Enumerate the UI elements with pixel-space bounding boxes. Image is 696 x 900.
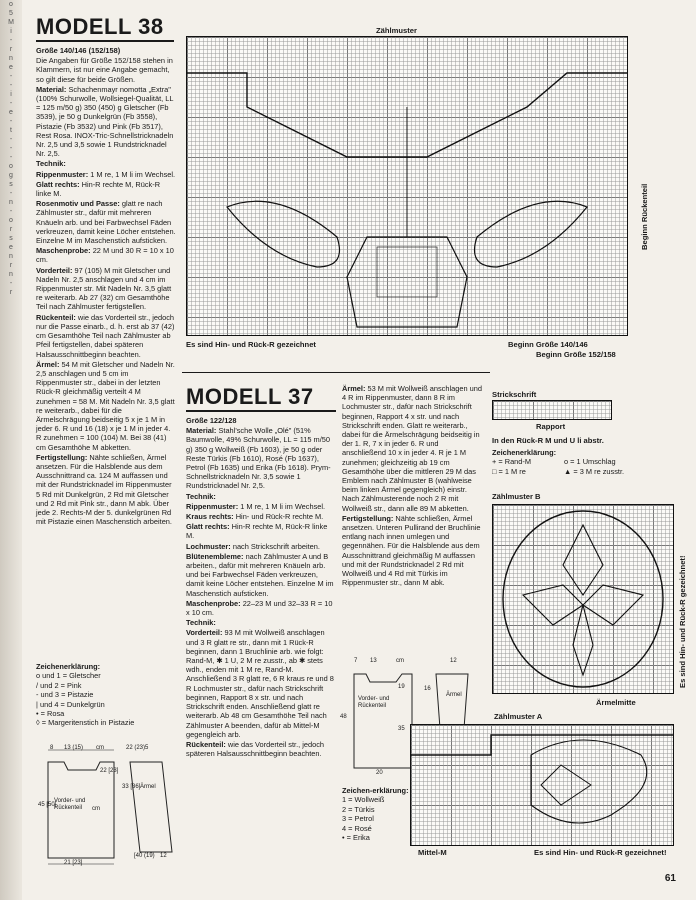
vorder-label: Vorderteil: bbox=[186, 628, 223, 638]
dim-label: 12 bbox=[160, 853, 167, 859]
blueten-text: nach Zählmuster A und B arbeiten., dafür mit mehreren Knäueln arb. und bei Farbwechsel Fäden verkreuzen, damit keine Löcher entstehen. Einzelne M im Maschenstich aufsticken. bbox=[186, 551, 334, 598]
rapport-label: Rapport bbox=[536, 422, 566, 431]
chart-title: Zählmuster bbox=[376, 26, 417, 35]
aermel-label: Ärmel: bbox=[36, 359, 60, 369]
strickschrift-note: In den Rück-R M und U li abstr. bbox=[492, 436, 604, 445]
rueck-text: wie das Vorderteil str., jedoch späteren Halsausschnittbeginn beachten. bbox=[186, 739, 325, 759]
legend-title: Zeichenerklärung: bbox=[492, 448, 557, 457]
legend-item: ◊ = Margeritenstich in Pistazie bbox=[36, 718, 135, 728]
dim-label: 19 bbox=[398, 684, 405, 690]
spine-letter: - bbox=[9, 280, 13, 287]
modell37-instructions-col1 bbox=[186, 416, 334, 759]
spine-letter: t bbox=[10, 127, 12, 134]
legend-item: • = Rosa bbox=[36, 709, 65, 719]
zaehlmuster-a-chart bbox=[410, 724, 674, 846]
spine-letter: r bbox=[9, 226, 13, 233]
dim-label: 13 bbox=[370, 658, 377, 664]
spine-letter: - bbox=[9, 154, 13, 161]
spine-letter: - bbox=[9, 100, 13, 107]
blueten-label: Blütenembleme: bbox=[186, 551, 244, 561]
sketch-aermel-label: Ärmel bbox=[446, 692, 462, 698]
spine-letter: M bbox=[8, 19, 14, 26]
spine-letter: s bbox=[9, 181, 13, 188]
modell38-schematic bbox=[34, 740, 180, 870]
flower-motif-a bbox=[411, 725, 673, 845]
material-text: Stahl'sche Wolle „Olé" (51% Baumwolle, 49% Schurwolle, LL = 115 m/50 g) 350 g Wollweiß (Fb 1603), je 50 g oder Reste Türkis (Fb 1610), Rosé (Fb 1637), Petrol (Fb 1635) und Erika (Fb 1618). Prym-Schnellstricknadeln Nr. 3,5 sowie 1 Rundstricknadel Nr. 2,5. bbox=[186, 426, 331, 491]
beginn-groesse-2: Beginn Größe 152/158 bbox=[536, 350, 616, 359]
sizes: Größe 140/146 (152/158) bbox=[36, 46, 121, 55]
modell37-title: MODELL 37 bbox=[186, 384, 314, 409]
spine-letter: - bbox=[9, 208, 13, 215]
spine-letter: - bbox=[9, 136, 13, 143]
flower-motif-b bbox=[493, 505, 673, 693]
rippen-text: 1 M re, 1 M li im Wechsel. bbox=[90, 169, 176, 179]
legend-item: 1 = Wollweiß bbox=[342, 795, 385, 805]
dim-label: cm bbox=[96, 745, 104, 751]
modell38-title: MODELL 38 bbox=[36, 14, 164, 39]
aermel-text: 54 M mit Gletscher und Nadeln Nr. 2,5 anschlagen und 5 cm im Rippenmuster str., dabei in der letzten Rück-R gleichmäßig verteilt 4 M zunehmen = 58 M. Mit Nadeln Nr. 3,5 glatt re weiterarb., dabei für die Ärmelschrägung beidseitig 5 x je 1 M in jeder 6. R und 16 (18) x je 1 M in jeder 4. R zunehmen = 100 (104) M. Bei 38 (41) cm Gesamthöhe M abketten. bbox=[36, 359, 175, 452]
modell37-instructions-col2 bbox=[342, 384, 484, 588]
dim-label: 20 bbox=[376, 770, 383, 776]
rosen-text: glatt re nach Zählmuster str., dafür mit mehreren Knäueln arb. und bei Farbwechsel Fäden verkreuzen, damit keine Löcher entstehen. Einzelne M im Maschenstich aufsticken. bbox=[36, 199, 176, 246]
glatt-label: Glatt rechts: bbox=[186, 522, 230, 532]
vorder-label: Vorderteil: bbox=[36, 265, 73, 275]
probe-label: Maschenprobe: bbox=[186, 598, 241, 608]
spine-letter: - bbox=[9, 73, 13, 80]
dim-label: [40 (19) bbox=[134, 853, 155, 859]
dim-label: cm bbox=[92, 806, 100, 812]
legend-item: o = 1 Umschlag bbox=[564, 457, 616, 467]
glatt-label: Glatt rechts: bbox=[36, 179, 80, 189]
legend-item: • = Erika bbox=[342, 833, 370, 843]
probe-text: 22–23 M und 32–33 R = 10 x 10 cm. bbox=[186, 598, 333, 618]
legend-item: | und 4 = Dunkelgrün bbox=[36, 699, 105, 709]
legend-item: - und 3 = Pistazie bbox=[36, 690, 94, 700]
glatt-text: Hin-R rechte M, Rück-R linke M. bbox=[186, 522, 328, 541]
dim-label: 13 (15) bbox=[64, 745, 84, 751]
fertig-text: Nähte schließen, Ärmel ansetzen. Für die Halsblende aus dem Ausschnittrand ca. 124 M auffassen und mit der Rundstricknadel im Rippenmuster 5 Rd mit Dunkelgrün, 2 Rd mit Gletscher und 2 Rd mit Pink str., dann M abk. Über jede 2. Rechts-M der 5. dunkelgrünen Rd mit Pistazie einen Maschenstich arbeiten. bbox=[36, 452, 172, 527]
spine-letter: - bbox=[9, 118, 13, 125]
material-label: Material: bbox=[186, 426, 217, 436]
strickschrift-title: Strickschrift bbox=[492, 390, 537, 399]
dim-label: 5 bbox=[145, 745, 149, 751]
rose-motif bbox=[187, 37, 627, 335]
page-spine bbox=[0, 0, 22, 900]
technik-label-2: Technik: bbox=[186, 618, 216, 628]
probe-label: Maschenprobe: bbox=[36, 246, 91, 256]
spine-letter: - bbox=[9, 82, 13, 89]
spine-letter: - bbox=[9, 37, 13, 44]
rippen-label: Rippenmuster: bbox=[186, 501, 239, 511]
dim-label: 7 bbox=[354, 658, 358, 664]
spine-letter: g bbox=[9, 172, 13, 179]
title-underline bbox=[186, 410, 336, 412]
aermel-label: Ärmel: bbox=[342, 384, 366, 393]
modell38-legend bbox=[36, 662, 176, 728]
legend-item: 4 = Rosé bbox=[342, 823, 372, 833]
mittel-m-label: Mittel-M bbox=[418, 848, 447, 857]
spine-letter: r bbox=[9, 289, 13, 296]
spine-letter: - bbox=[9, 145, 13, 152]
dim-label: 22 (23) bbox=[126, 745, 146, 751]
legend-title: Zeichenerklärung: bbox=[36, 662, 101, 671]
dim-label: 16 bbox=[424, 686, 431, 692]
spine-letter: o bbox=[9, 1, 13, 8]
rippen-text: 1 M re, 1 M li im Wechsel. bbox=[240, 501, 326, 511]
intro-text: Die Angaben für Größe 152/158 stehen in Klammern, ist nur eine Angabe gemacht, so gilt diese für beide Größen. bbox=[36, 56, 173, 84]
spine-letter: n bbox=[9, 271, 13, 278]
material-text: Schachenmayr nomotta „Extra" (100% Schurwolle, Wollsiegel-Qualität, LL = 125 m/50 g) 350 (450) g Gletscher (Fb 3539), je 50 g Dunkelgrün (Fb 3558), Pistazie (Fb 3532) und Pink (Fb 3517), Rest Rosa. INOX-Tric-Schnellstricknadeln Nr. 2,5 und 3,5 sowie 1 Rundstricknadel Nr. 2,5. bbox=[36, 84, 174, 159]
rueck-label: Rückenteil: bbox=[186, 739, 226, 749]
vorder-text: 93 M mit Wollweiß anschlagen und 3 R glatt re str., dann mit 1 Rück-R beginnen, dann 1 Bruchlinie arb. wie folgt: Rand-M, ✱ 1 U, 2 M re zusstr., ab ✱ stets wdh., enden mit 1 M re, Rand-M. Anschließend 3 R glatt re, 6 R kraus re und 8 R Lochmuster str., dafür nach Strickschrift beginnen, Rapport 8 x str. und nach Strickschrift enden. Anschließend glatt re weiterarb. Ab 48 cm Gesamthöhe Teil nach Zählmuster A beenden, dafür ab Mittel-M gegengleich arb. bbox=[186, 628, 334, 739]
spine-letter: i bbox=[10, 91, 12, 98]
legend-item: ▲ = 3 M re zusstr. bbox=[564, 466, 625, 476]
title-underline bbox=[36, 40, 174, 42]
vorder-text: 97 (105) M mit Gletscher und Nadeln Nr. 2,5 anschlagen und 4 cm im Rippenmuster str. Mit Nadeln Nr. 3,5 glatt re weiterarb. Ab 27 (32) cm Gesamthöhe Teil nach Zählmuster fertigstellen. bbox=[36, 265, 172, 312]
legend-item: □ = 1 M re bbox=[492, 466, 526, 476]
spine-letter: e bbox=[9, 109, 13, 116]
dim-label: 48 bbox=[340, 714, 347, 720]
dim-label: 45 [50] bbox=[38, 802, 57, 808]
strickschrift-legend bbox=[492, 448, 662, 476]
fertig-text: Nähte schließen, Ärmel ansetzen. Unteren Pullirand der Bruchlinie entlang nach innen umlegen und gegennähen. Für die Halsblende aus dem Ausschnittrand gleichmäßig M auffassen und mit der Rundstricknadel 2 Rd mit Wollweiß und 4 Rd mit Türkis im Rippenmuster str., dann M abk. bbox=[342, 513, 481, 588]
spine-letter: o bbox=[9, 163, 13, 170]
sketch-aermel-label: Ärmel bbox=[140, 784, 156, 790]
spine-letter: o bbox=[9, 217, 13, 224]
chartA-note: Es sind Hin- und Rück-R gezeichnet! bbox=[534, 848, 667, 857]
legend-item: o und 1 = Gletscher bbox=[36, 671, 101, 681]
spine-letter: e bbox=[9, 244, 13, 251]
chartB-title: Zählmuster B bbox=[492, 492, 541, 501]
strickschrift-chart bbox=[492, 400, 612, 420]
technik-label: Technik: bbox=[186, 491, 216, 501]
spine-letter: n bbox=[9, 55, 13, 62]
glatt-text: Hin-R rechte M, Rück-R linke M. bbox=[36, 179, 161, 199]
beginn-rueckenteil: Beginn Rückenteil bbox=[640, 183, 649, 250]
rueck-text: wie das Vorderteil str., jedoch nur die Passe einarb., d. h. erst ab 37 (42) cm Gesamthöhe Teil nach Zählmuster ab Pfeil fertigstellen, dabei späteren Halsausschnittbeginn beachten. bbox=[36, 312, 175, 359]
dim-label: 22 [23] bbox=[100, 768, 119, 774]
kraus-label: Kraus rechts: bbox=[186, 512, 234, 522]
aermel-text: 53 M mit Wollweiß anschlagen und 4 R im Rippenmuster, dann 8 R im Lochmuster str., dafür nach Strickschrift beginnen, Rapport 4 x str. und nach Strickschrift enden. Glatt re weiterarb., dabei für die Ärmelschrägung beidseitig in der 1. R, 7 x in jeder 6. R und anschließend 10 x in jeder 4. R je 1 M zunehmen; gleichzeitig ab 19 cm Gesamthöhe über die mittleren 29 M das Emblem nach Zählmuster B (wahlweise beim linken Ärmel gegengleich) einstr. Nach Zählmusterende noch 2 R mit Wollweiß str., dann alle 89 M abketten. bbox=[342, 384, 482, 513]
zaehlmuster-chart bbox=[186, 36, 628, 336]
legend-item: / und 2 = Pink bbox=[36, 680, 82, 690]
material-label: Material: bbox=[36, 84, 67, 94]
spine-letter: e bbox=[9, 64, 13, 71]
fertig-label: Fertigstellung: bbox=[36, 452, 88, 462]
dim-label: 8 bbox=[50, 745, 54, 751]
dim-label: cm bbox=[396, 658, 404, 664]
dim-label: 33 [36] bbox=[122, 784, 141, 790]
dim-label: 21 [23] bbox=[64, 860, 83, 866]
beginn-groesse-1: Beginn Größe 140/146 bbox=[508, 340, 588, 349]
rosen-label: Rosenmotiv und Passe: bbox=[36, 199, 120, 209]
kraus-text: Hin- und Rück-R rechte M. bbox=[235, 512, 324, 522]
chartA-title: Zählmuster A bbox=[494, 712, 543, 721]
sketch-vorder-label: Vorder- und Rückenteil bbox=[358, 696, 390, 709]
dim-label: 35 bbox=[398, 726, 405, 732]
technik-label: Technik: bbox=[36, 159, 66, 169]
spine-letter: r bbox=[9, 46, 13, 53]
legend-item: 2 = Türkis bbox=[342, 804, 375, 814]
spine-letter: 5 bbox=[9, 10, 13, 17]
modell38-instructions bbox=[36, 46, 176, 527]
spine-letter: - bbox=[9, 190, 13, 197]
loch-label: Lochmuster: bbox=[186, 541, 231, 551]
loch-text: nach Strickschrift arbeiten. bbox=[232, 541, 320, 551]
spine-letter: n bbox=[9, 253, 13, 260]
spine-letter: s bbox=[9, 235, 13, 242]
rippen-label: Rippenmuster: bbox=[36, 169, 89, 179]
sketch-vorder-label: Vorder- und Rückenteil bbox=[54, 798, 86, 811]
section-divider bbox=[182, 372, 490, 373]
legend-item: 3 = Petrol bbox=[342, 814, 374, 824]
chart-note: Es sind Hin- und Rück-R gezeichnet bbox=[186, 340, 316, 349]
page-number: 61 bbox=[664, 873, 676, 884]
legend-title: Zeichen-erklärung: bbox=[342, 786, 409, 795]
spine-letter: n bbox=[9, 199, 13, 206]
probe-text: 22 M und 30 R = 10 x 10 cm. bbox=[36, 246, 174, 265]
spine-letter: i bbox=[10, 28, 12, 35]
legend-item: + = Rand-M bbox=[492, 457, 532, 467]
rueck-label: Rückenteil: bbox=[36, 312, 76, 322]
modell37-legend bbox=[342, 786, 412, 842]
chartB-note: Es sind Hin- und Rück-R gezeichnet! bbox=[678, 555, 687, 688]
sizes: Größe 122/128 bbox=[186, 416, 237, 425]
aermelmitte-label: Ärmelmitte bbox=[596, 698, 636, 707]
fertig-label: Fertigstellung: bbox=[342, 513, 394, 523]
dim-label: 12 bbox=[450, 658, 457, 664]
spine-letter: r bbox=[9, 262, 13, 269]
zaehlmuster-b-chart bbox=[492, 504, 674, 694]
